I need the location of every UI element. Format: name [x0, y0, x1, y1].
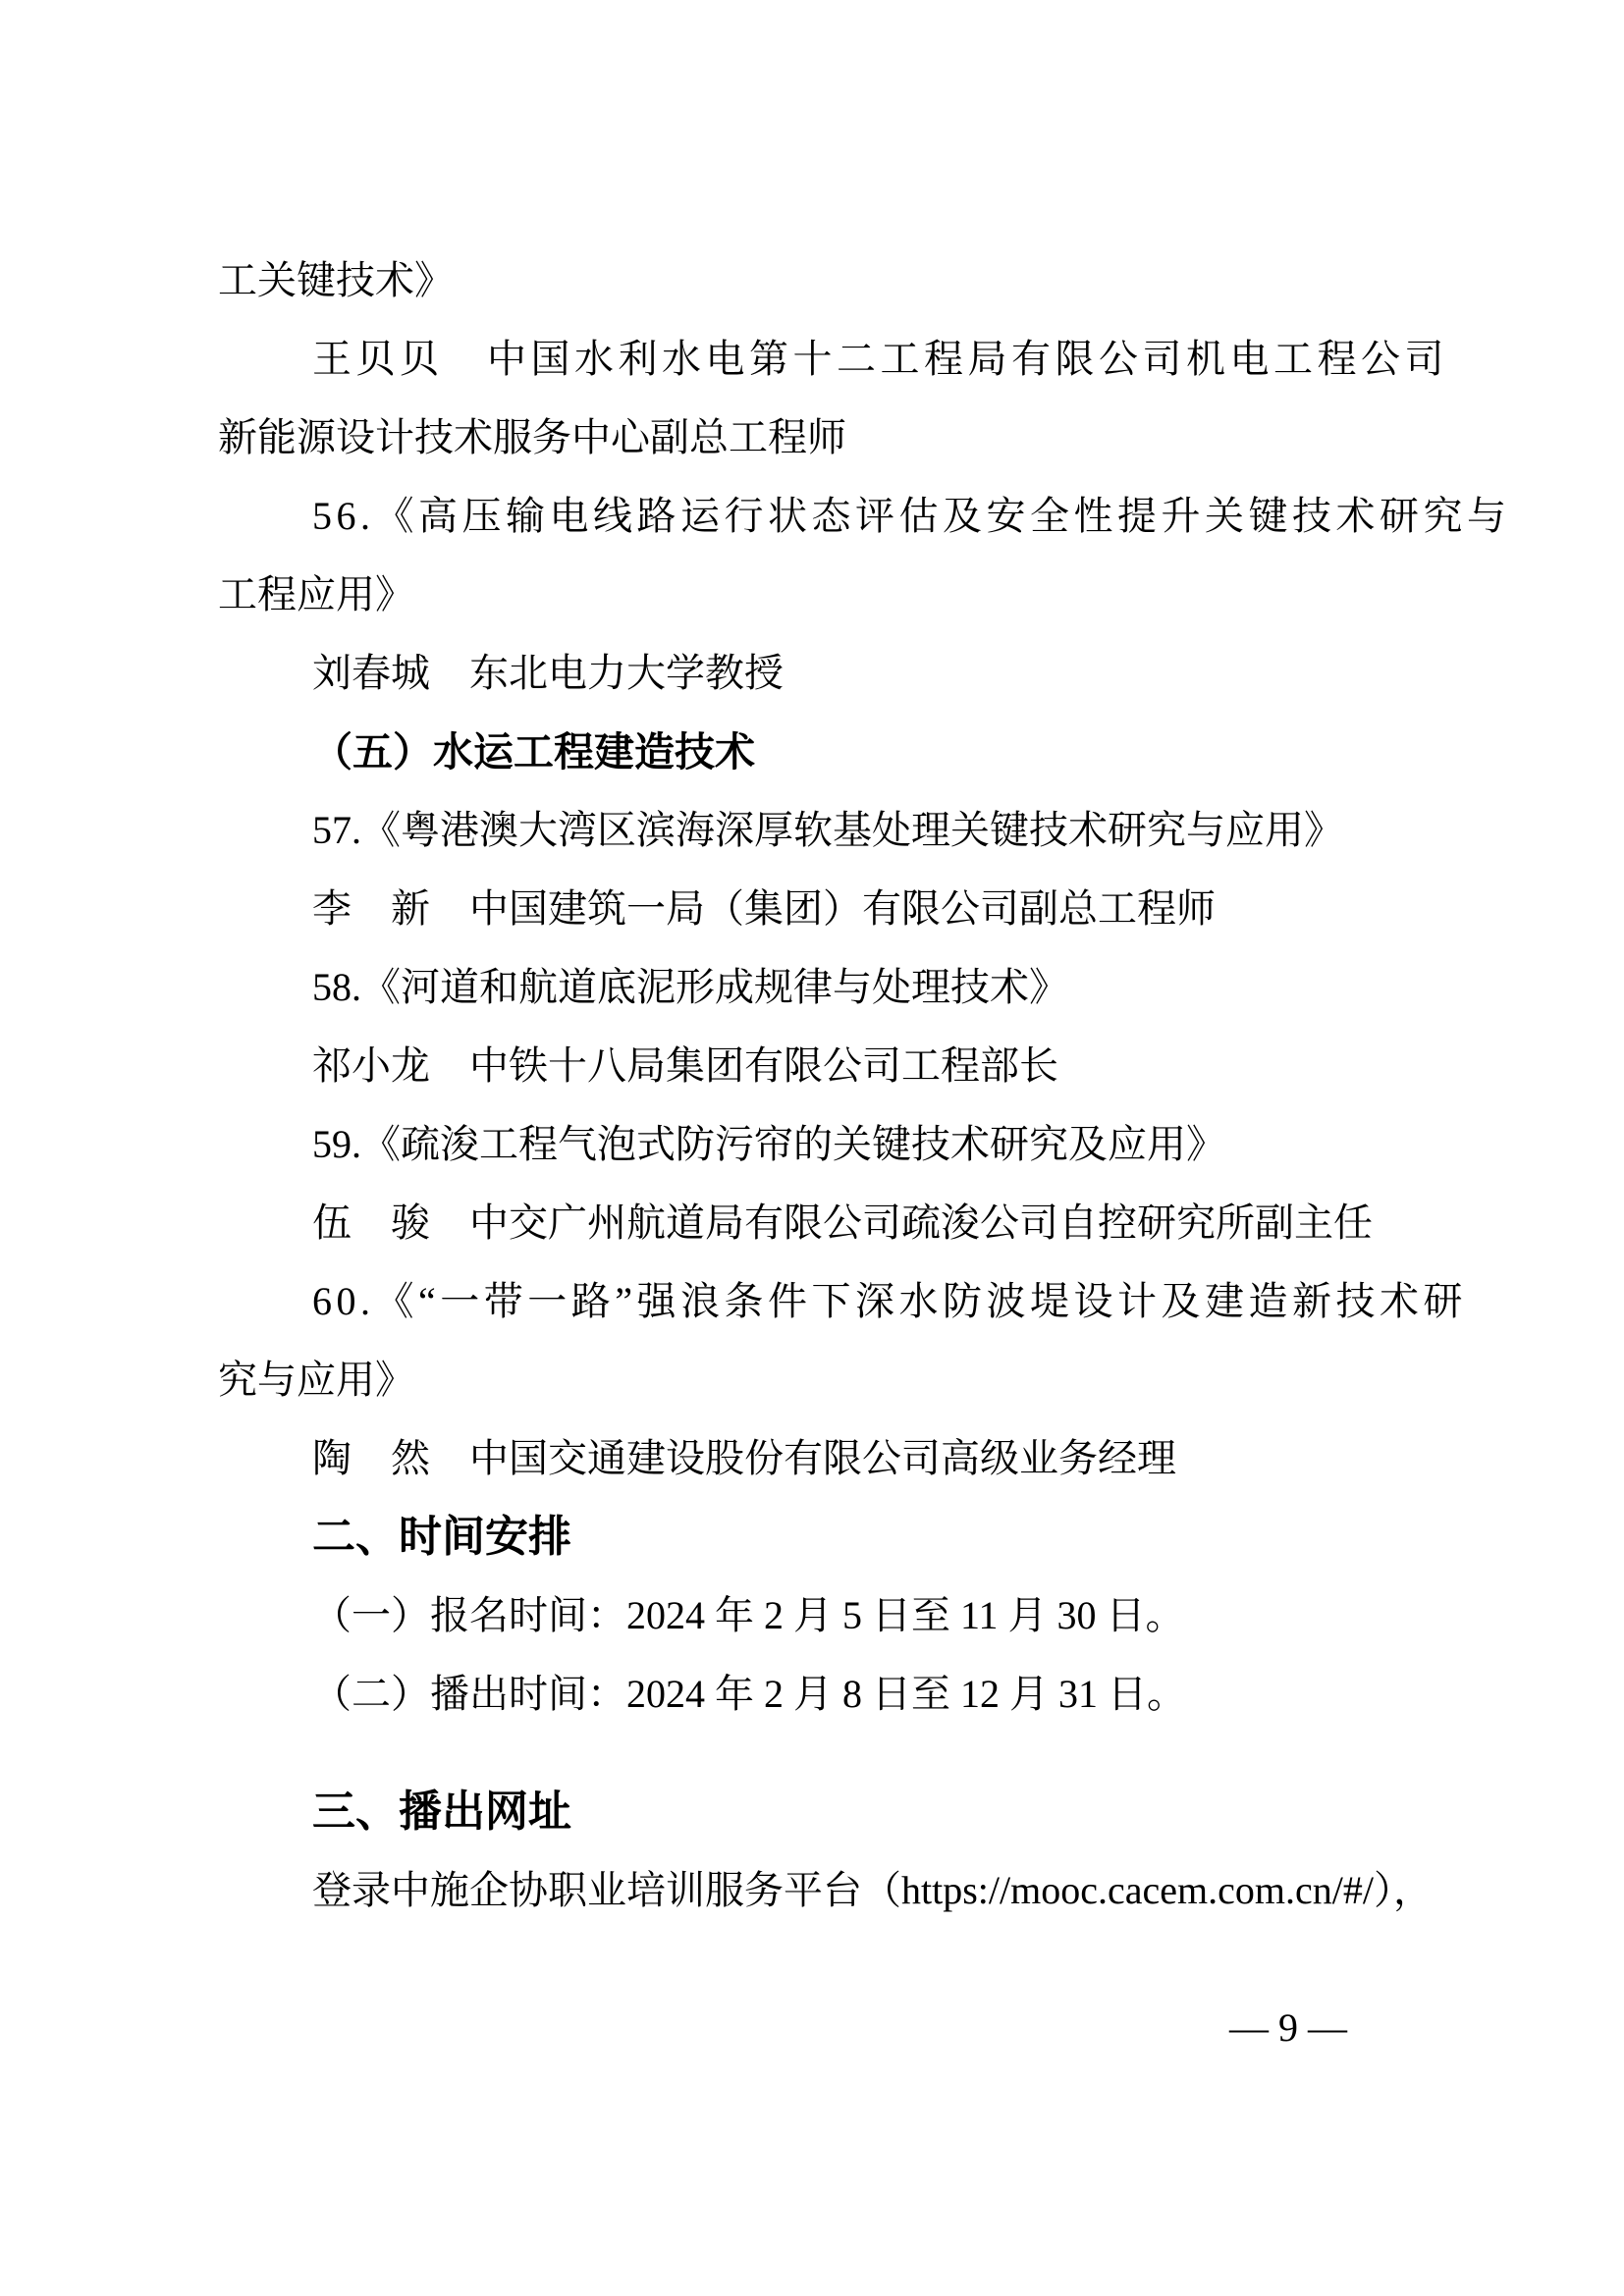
document-line: 58.《河道和航道底泥形成规律与处理技术》: [312, 965, 1068, 1009]
document-line: 登录中施企协职业培训服务平台（https://mooc.cacem.com.cn/#/），: [312, 1868, 1433, 1912]
document-line: 56.《高压输电线路运行状态评估及安全性提升关键技术研究与: [312, 494, 1511, 538]
document-line: 伍 骏 中交广州航道局有限公司疏浚公司自控研究所副主任: [312, 1201, 1373, 1245]
document-line: 57.《粤港澳大湾区滨海深厚软基处理关键技术研究与应用》: [312, 808, 1343, 852]
document-line: 刘春城 东北电力大学教授: [312, 651, 784, 695]
document-body: [218, 241, 1511, 1930]
document-line: （五）水运工程建造技术: [312, 729, 755, 774]
document-line: 李 新 中国建筑一局（集团）有限公司副总工程师: [312, 886, 1216, 931]
document-line: 新能源设计技术服务中心副总工程师: [218, 415, 846, 459]
page-number: — 9 —: [1229, 2005, 1347, 2050]
document-line: 60.《“一带一路”强浪条件下深水防波堤设计及建造新技术研: [312, 1279, 1468, 1323]
document-line: 三、播出网址: [312, 1788, 571, 1836]
document-line: （二）播出时间：2024 年 2 月 8 日至 12 月 31 日。: [312, 1672, 1186, 1716]
document-line: 二、时间安排: [312, 1513, 571, 1561]
document-line: 工程应用》: [218, 572, 414, 616]
document-line: （一）报名时间：2024 年 2 月 5 日至 11 月 30 日。: [312, 1593, 1185, 1637]
document-line: 陶 然 中国交通建设股份有限公司高级业务经理: [312, 1436, 1176, 1480]
document-line: 工关键技术》: [218, 258, 454, 302]
document-line: 究与应用》: [218, 1358, 414, 1402]
document-line: 王贝贝 中国水利水电第十二工程局有限公司机电工程公司: [312, 337, 1448, 381]
document-line: 59.《疏浚工程气泡式防污帘的关键技术研究及应用》: [312, 1122, 1225, 1166]
document-line: 祁小龙 中铁十八局集团有限公司工程部长: [312, 1043, 1058, 1088]
